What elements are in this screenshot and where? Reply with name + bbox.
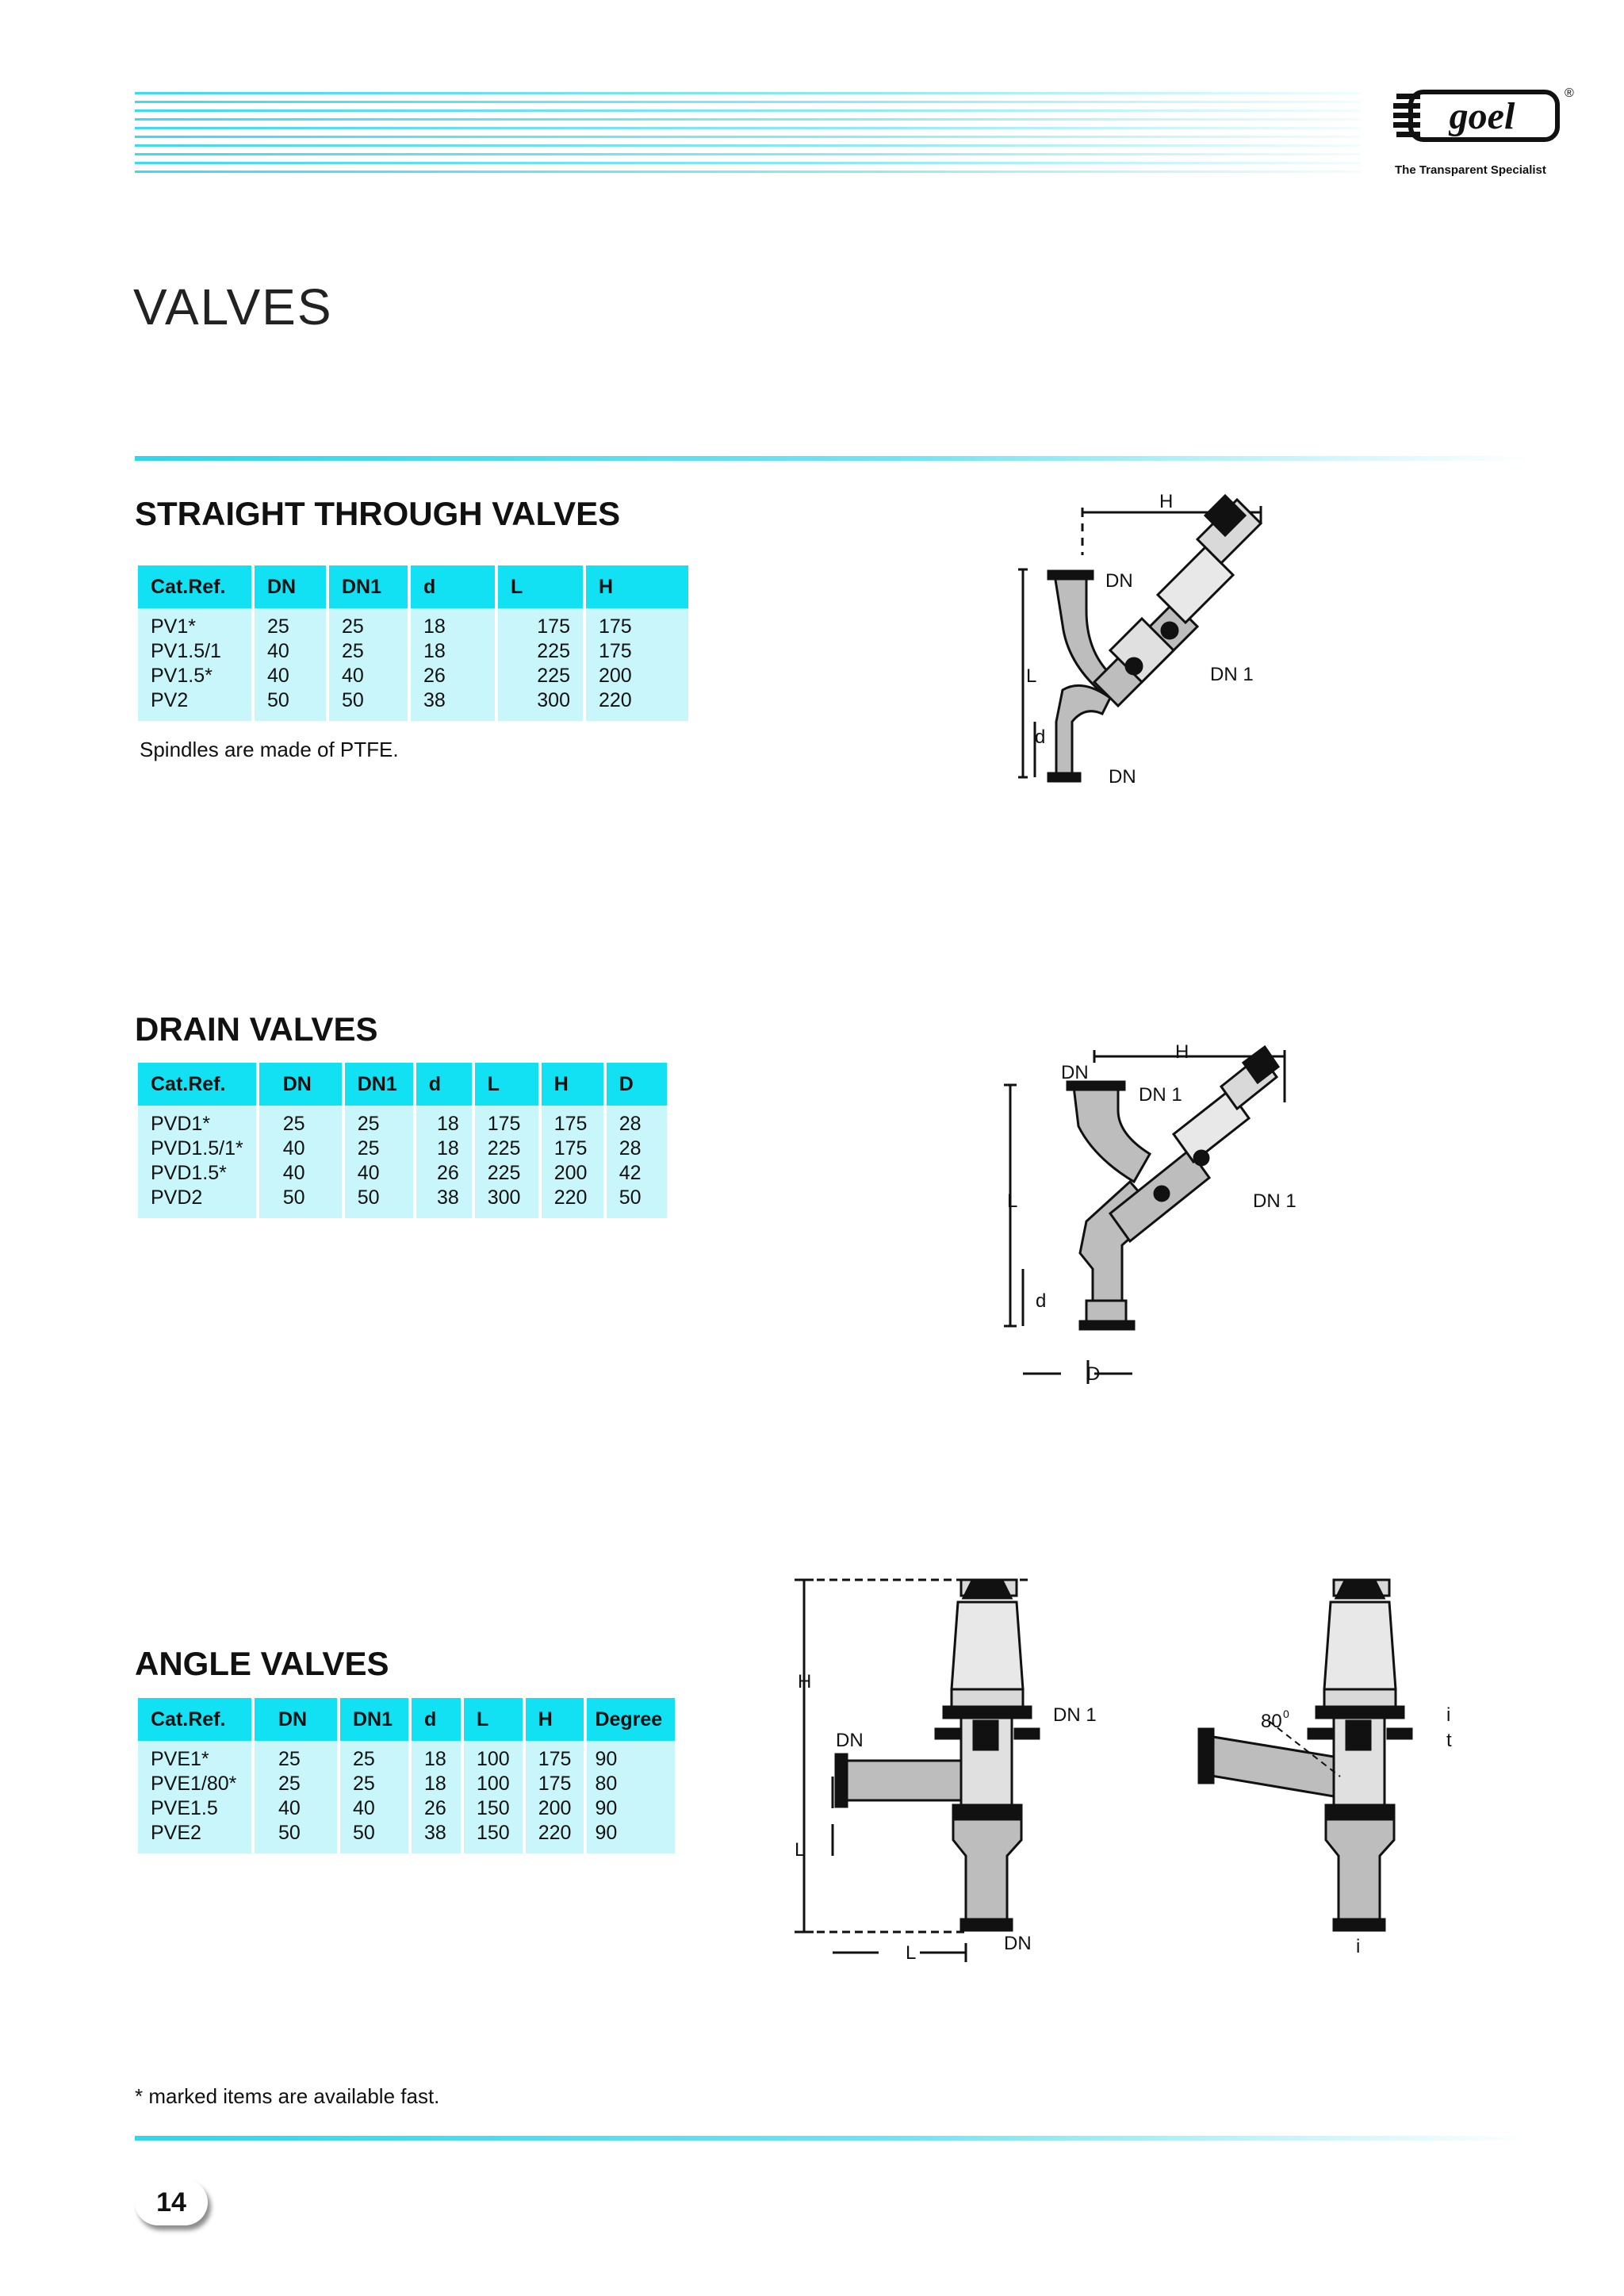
dim-label-l: L [1026,665,1037,687]
dn-cell: 25 25 40 50 [255,1741,337,1853]
top-rule [135,456,1530,461]
d-cell: 18 18 26 38 [412,1741,461,1853]
col-header: DN1 [340,1698,408,1741]
col-header: Degree [587,1698,675,1741]
dim-label-dn-bottom: DN [1109,766,1136,788]
dim-label-l: L [1007,1190,1018,1212]
section-title-straight-through: STRAIGHT THROUGH VALVES [135,495,621,532]
dim-label-d-big: D [1086,1363,1101,1385]
table-body-row [138,1741,675,1853]
dim-label-dn1-side: DN 1 [1253,1190,1297,1212]
table-header-row [138,1063,667,1106]
dim-label-h: H [798,1671,812,1692]
l-cell: 175 225 225 300 [498,608,583,721]
col-header: Cat.Ref. [138,1063,256,1106]
dim-label-dn-side: DN [836,1730,864,1751]
col-header: d [411,565,495,608]
col-header: D [607,1063,667,1106]
straight-through-table [135,565,691,721]
dim-label-dn: DN [1061,1062,1089,1083]
d-big-cell: 28 28 42 50 [607,1106,667,1218]
section-title-drain: DRAIN VALVES [135,1010,378,1048]
dn1-cell: 25 25 40 50 [340,1741,408,1853]
col-header: Cat.Ref. [138,1698,251,1741]
dim-label-i-bottom: i [1356,1936,1361,1957]
dim-label-angle-unit: 0 [1283,1708,1289,1720]
dn1-cell: 25 25 40 50 [345,1106,413,1218]
h-cell: 175 175 200 220 [542,1106,603,1218]
d-cell: 18 18 26 38 [416,1106,472,1218]
straight-through-valve-diagram [1007,484,1308,801]
col-header: H [526,1698,584,1741]
col-header: Cat.Ref. [138,565,251,608]
page-title: VALVES [133,278,333,335]
section-title-angle: ANGLE VALVES [135,1645,389,1682]
dim-label-l-horizontal: L [906,1942,917,1964]
col-header: H [542,1063,603,1106]
page-number: 14 [135,2179,208,2225]
header-stripes [135,92,1360,178]
bottom-rule [135,2136,1530,2141]
dim-label-dn1: DN 1 [1210,664,1254,685]
cat-ref-cell: PVD1* PVD1.5/1* PVD1.5* PVD2 [138,1106,256,1218]
col-header: DN [255,565,326,608]
drain-valve-diagram [991,1031,1324,1396]
cat-ref-cell: PV1* PV1.5/1 PV1.5* PV2 [138,608,251,721]
dim-label-dn1: DN 1 [1053,1704,1097,1726]
col-header: d [416,1063,472,1106]
col-header: L [498,565,583,608]
l-cell: 175 225 225 300 [475,1106,538,1218]
dim-label-l-vertical: L [795,1839,806,1861]
dn1-cell: 25 25 40 50 [329,608,408,721]
dim-label-h: H [1159,491,1174,512]
col-header: L [464,1698,523,1741]
col-header: DN1 [345,1063,413,1106]
d-cell: 18 18 26 38 [411,608,495,721]
dim-label-i-right-1: i [1446,1704,1451,1726]
drain-table [135,1063,670,1218]
angle-valve-diagram [785,1570,1483,1983]
dim-label-dn-bottom: DN [1004,1933,1032,1954]
brand-tagline: The Transparent Specialist [1395,163,1546,177]
degree-cell: 90 80 90 90 [587,1741,675,1853]
col-header: L [475,1063,538,1106]
col-header: d [412,1698,461,1741]
spindle-note: Spindles are made of PTFE. [140,738,399,761]
dim-label-d: d [1035,726,1046,748]
col-header: DN [259,1063,342,1106]
table-header-row [138,1698,675,1741]
h-cell: 175 175 200 220 [586,608,688,721]
h-cell: 175 175 200 220 [526,1741,584,1853]
dim-label-i-right-2: t [1446,1730,1452,1751]
col-header: DN1 [329,565,408,608]
dn-cell: 25 40 40 50 [259,1106,342,1218]
col-header: DN [255,1698,337,1741]
dim-label-dn-top: DN [1105,570,1133,592]
table-body-row [138,1106,667,1218]
dim-label-h: H [1175,1041,1189,1063]
dim-label-d-small: d [1036,1290,1047,1312]
dim-label-dn1-top: DN 1 [1139,1084,1182,1106]
table-header-row [138,565,688,608]
logo-wordmark: goel [1449,95,1515,137]
l-cell: 100 100 150 150 [464,1741,523,1853]
footnote: * marked items are available fast. [135,2084,440,2108]
col-header: H [586,565,688,608]
registered-mark: ® [1565,86,1574,100]
table-body-row [138,608,688,721]
dn-cell: 25 40 40 50 [255,608,326,721]
angle-table [135,1698,678,1853]
cat-ref-cell: PVE1* PVE1/80* PVE1.5 PVE2 [138,1741,251,1853]
dim-label-angle: 80 [1261,1711,1282,1732]
